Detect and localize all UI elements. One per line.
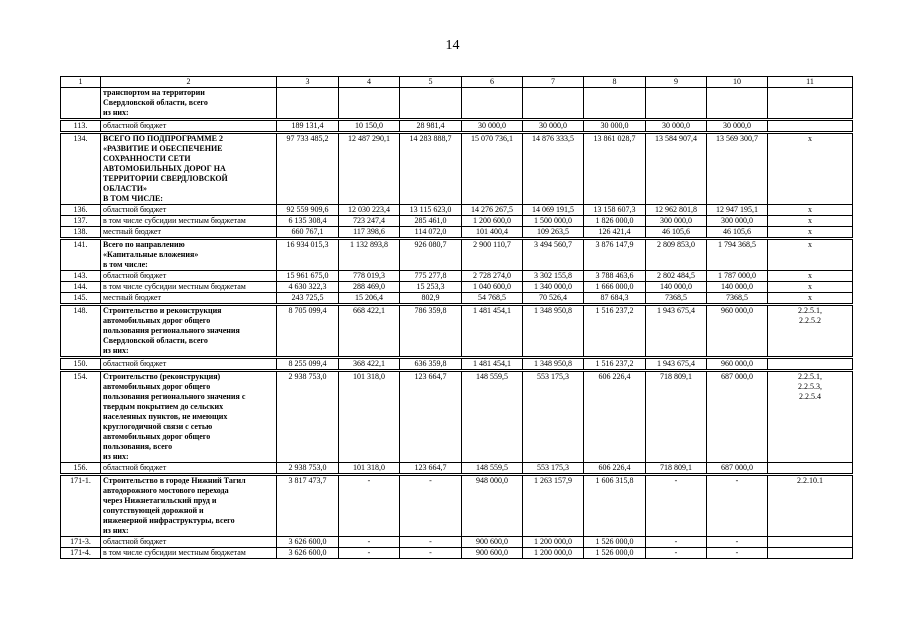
value-cell bbox=[707, 88, 768, 120]
value-cell: 13 158 607,3 bbox=[584, 205, 646, 216]
value-cell: 10 150,0 bbox=[339, 120, 400, 133]
row-label: Всего по направлению «Капитальные вложения» в том числе: bbox=[101, 239, 277, 271]
table-row bbox=[61, 88, 853, 120]
table-row bbox=[61, 463, 853, 475]
value-cell: 117 398,6 bbox=[339, 227, 400, 239]
value-cell: 8 705 099,4 bbox=[277, 305, 339, 358]
value-cell: 368 422,1 bbox=[339, 358, 400, 371]
value-cell: 288 469,0 bbox=[339, 282, 400, 293]
value-cell: 1 787 000,0 bbox=[707, 271, 768, 282]
value-cell: 2 809 853,0 bbox=[646, 239, 707, 271]
table-row bbox=[61, 205, 853, 216]
value-cell: 668 422,1 bbox=[339, 305, 400, 358]
target-cell: x bbox=[768, 133, 853, 205]
value-cell: 300 000,0 bbox=[707, 216, 768, 227]
value-cell: 1 943 675,4 bbox=[646, 305, 707, 358]
value-cell: 28 981,4 bbox=[400, 120, 462, 133]
value-cell: 30 000,0 bbox=[462, 120, 523, 133]
value-cell bbox=[400, 88, 462, 120]
value-cell bbox=[523, 88, 584, 120]
value-cell: 30 000,0 bbox=[584, 120, 646, 133]
target-cell: x bbox=[768, 227, 853, 239]
value-cell: 553 175,3 bbox=[523, 371, 584, 463]
value-cell: 101 318,0 bbox=[339, 463, 400, 475]
row-label: областной бюджет bbox=[101, 205, 277, 216]
target-cell: x bbox=[768, 216, 853, 227]
table-row bbox=[61, 216, 853, 227]
value-cell bbox=[277, 88, 339, 120]
target-cell: 2.2.5.1, 2.2.5.3, 2.2.5.4 bbox=[768, 371, 853, 463]
value-cell: 126 421,4 bbox=[584, 227, 646, 239]
value-cell: 12 962 801,8 bbox=[646, 205, 707, 216]
row-number: 141. bbox=[61, 239, 101, 271]
table-row bbox=[61, 293, 853, 305]
row-label: областной бюджет bbox=[101, 537, 277, 548]
target-cell bbox=[768, 358, 853, 371]
value-cell: 92 559 909,6 bbox=[277, 205, 339, 216]
value-cell: 109 263,5 bbox=[523, 227, 584, 239]
row-label: в том числе субсидии местным бюджетам bbox=[101, 548, 277, 559]
value-cell: 3 626 600,0 bbox=[277, 537, 339, 548]
value-cell: 87 684,3 bbox=[584, 293, 646, 305]
value-cell: 1 516 237,2 bbox=[584, 305, 646, 358]
value-cell: 300 000,0 bbox=[646, 216, 707, 227]
row-number: 171-4. bbox=[61, 548, 101, 559]
target-cell bbox=[768, 120, 853, 133]
value-cell: 101 400,4 bbox=[462, 227, 523, 239]
value-cell: 900 600,0 bbox=[462, 537, 523, 548]
value-cell: 123 664,7 bbox=[400, 463, 462, 475]
value-cell: 1 340 000,0 bbox=[523, 282, 584, 293]
value-cell: 1 826 000,0 bbox=[584, 216, 646, 227]
value-cell: 54 768,5 bbox=[462, 293, 523, 305]
value-cell: 1 666 000,0 bbox=[584, 282, 646, 293]
value-cell: 13 861 028,7 bbox=[584, 133, 646, 205]
row-number: 154. bbox=[61, 371, 101, 463]
value-cell: 2 938 753,0 bbox=[277, 463, 339, 475]
value-cell: 12 030 223,4 bbox=[339, 205, 400, 216]
column-header: 1 bbox=[61, 77, 101, 88]
value-cell: 4 630 322,3 bbox=[277, 282, 339, 293]
row-label: Строительство и реконструкция автомобильных дорог общего пользования регионального значения Свердловской области, всего из них: bbox=[101, 305, 277, 358]
value-cell: 606 226,4 bbox=[584, 371, 646, 463]
row-label: в том числе субсидии местным бюджетам bbox=[101, 216, 277, 227]
table-row bbox=[61, 548, 853, 559]
column-header: 9 bbox=[646, 77, 707, 88]
value-cell: 718 809,1 bbox=[646, 371, 707, 463]
value-cell: 687 000,0 bbox=[707, 371, 768, 463]
value-cell: 1 348 950,8 bbox=[523, 358, 584, 371]
table-row bbox=[61, 239, 853, 271]
row-label: местный бюджет bbox=[101, 293, 277, 305]
value-cell: 2 938 753,0 bbox=[277, 371, 339, 463]
value-cell: 3 788 463,6 bbox=[584, 271, 646, 282]
value-cell: 3 302 155,8 bbox=[523, 271, 584, 282]
row-number bbox=[61, 88, 101, 120]
value-cell: 14 276 267,5 bbox=[462, 205, 523, 216]
value-cell: 13 569 300,7 bbox=[707, 133, 768, 205]
value-cell: 1 481 454,1 bbox=[462, 358, 523, 371]
row-number: 143. bbox=[61, 271, 101, 282]
row-label: областной бюджет bbox=[101, 271, 277, 282]
value-cell: 1 132 893,8 bbox=[339, 239, 400, 271]
table-row bbox=[61, 120, 853, 133]
value-cell: 1 606 315,8 bbox=[584, 475, 646, 537]
value-cell: - bbox=[646, 537, 707, 548]
table-row bbox=[61, 271, 853, 282]
value-cell: 1 348 950,8 bbox=[523, 305, 584, 358]
row-number: 150. bbox=[61, 358, 101, 371]
value-cell: 2 802 484,5 bbox=[646, 271, 707, 282]
row-label: ВСЕГО ПО ПОДПРОГРАММЕ 2 «РАЗВИТИЕ И ОБЕСПЕЧЕНИЕ СОХРАННОСТИ СЕТИ АВТОМОБИЛЬНЫХ ДОРОГ НА ТЕРРИТОРИИ СВЕРДЛОВСКОЙ ОБЛАСТИ» В ТОМ ЧИСЛЕ: bbox=[101, 133, 277, 205]
value-cell: 606 226,4 bbox=[584, 463, 646, 475]
value-cell bbox=[339, 88, 400, 120]
table-row bbox=[61, 371, 853, 463]
value-cell: 900 600,0 bbox=[462, 548, 523, 559]
value-cell: 148 559,5 bbox=[462, 371, 523, 463]
value-cell: 1 526 000,0 bbox=[584, 537, 646, 548]
column-header: 4 bbox=[339, 77, 400, 88]
value-cell: 70 526,4 bbox=[523, 293, 584, 305]
column-header-row bbox=[61, 77, 853, 88]
value-cell: - bbox=[339, 475, 400, 537]
value-cell: 2 900 110,7 bbox=[462, 239, 523, 271]
value-cell: 13 584 907,4 bbox=[646, 133, 707, 205]
value-cell: 285 461,0 bbox=[400, 216, 462, 227]
value-cell: 775 277,8 bbox=[400, 271, 462, 282]
column-header: 3 bbox=[277, 77, 339, 88]
value-cell: 7368,5 bbox=[646, 293, 707, 305]
target-cell: x bbox=[768, 282, 853, 293]
value-cell: 2 728 274,0 bbox=[462, 271, 523, 282]
value-cell: 101 318,0 bbox=[339, 371, 400, 463]
value-cell: 7368,5 bbox=[707, 293, 768, 305]
value-cell: 13 115 623,0 bbox=[400, 205, 462, 216]
value-cell: - bbox=[400, 537, 462, 548]
target-cell bbox=[768, 537, 853, 548]
value-cell: 778 019,3 bbox=[339, 271, 400, 282]
value-cell: - bbox=[339, 537, 400, 548]
value-cell: 140 000,0 bbox=[707, 282, 768, 293]
value-cell: 1 200 600,0 bbox=[462, 216, 523, 227]
target-cell: x bbox=[768, 293, 853, 305]
value-cell: 1 200 000,0 bbox=[523, 537, 584, 548]
value-cell bbox=[646, 88, 707, 120]
row-label: Строительство в городе Нижний Тагил автодорожного мостового перехода через Нижнетагильский пруд и сопутствующей дорожной и инженерной инфраструктуры, всего из них: bbox=[101, 475, 277, 537]
value-cell: 660 767,1 bbox=[277, 227, 339, 239]
value-cell: 15 206,4 bbox=[339, 293, 400, 305]
table-row bbox=[61, 282, 853, 293]
row-number: 171-3. bbox=[61, 537, 101, 548]
table-row bbox=[61, 537, 853, 548]
value-cell: 3 876 147,9 bbox=[584, 239, 646, 271]
value-cell: 1 263 157,9 bbox=[523, 475, 584, 537]
value-cell: 786 359,8 bbox=[400, 305, 462, 358]
row-label: областной бюджет bbox=[101, 463, 277, 475]
row-number: 144. bbox=[61, 282, 101, 293]
value-cell: 960 000,0 bbox=[707, 358, 768, 371]
value-cell: 8 255 099,4 bbox=[277, 358, 339, 371]
value-cell: 802,9 bbox=[400, 293, 462, 305]
value-cell: 15 253,3 bbox=[400, 282, 462, 293]
table-row bbox=[61, 475, 853, 537]
column-header: 7 bbox=[523, 77, 584, 88]
value-cell: 1 500 000,0 bbox=[523, 216, 584, 227]
value-cell: 948 000,0 bbox=[462, 475, 523, 537]
target-cell: 2.2.10.1 bbox=[768, 475, 853, 537]
row-label: Строительство (реконструкция) автомобильных дорог общего пользования регионального значения с твердым покрытием до сельских населенных пунктов, не имеющих круглогодичной связи с сетью автомобильных дорог общего пользования, всего из них: bbox=[101, 371, 277, 463]
value-cell: 723 247,4 bbox=[339, 216, 400, 227]
row-number: 138. bbox=[61, 227, 101, 239]
value-cell: 15 070 736,1 bbox=[462, 133, 523, 205]
value-cell: 30 000,0 bbox=[707, 120, 768, 133]
table-row bbox=[61, 358, 853, 371]
value-cell: - bbox=[707, 548, 768, 559]
value-cell: - bbox=[400, 475, 462, 537]
column-header: 10 bbox=[707, 77, 768, 88]
value-cell: 1 200 000,0 bbox=[523, 548, 584, 559]
value-cell: 553 175,3 bbox=[523, 463, 584, 475]
value-cell: 3 626 600,0 bbox=[277, 548, 339, 559]
value-cell: 6 135 308,4 bbox=[277, 216, 339, 227]
target-cell: 2.2.5.1, 2.2.5.2 bbox=[768, 305, 853, 358]
value-cell: - bbox=[646, 475, 707, 537]
row-number: 134. bbox=[61, 133, 101, 205]
row-label: областной бюджет bbox=[101, 358, 277, 371]
row-number: 156. bbox=[61, 463, 101, 475]
page-number: 14 bbox=[445, 38, 460, 53]
value-cell bbox=[462, 88, 523, 120]
value-cell: 30 000,0 bbox=[646, 120, 707, 133]
value-cell: 14 876 333,5 bbox=[523, 133, 584, 205]
value-cell: 15 961 675,0 bbox=[277, 271, 339, 282]
value-cell: - bbox=[646, 548, 707, 559]
value-cell: 1 481 454,1 bbox=[462, 305, 523, 358]
row-number: 136. bbox=[61, 205, 101, 216]
row-number: 137. bbox=[61, 216, 101, 227]
row-label: транспортом на территории Свердловской области, всего из них: bbox=[101, 88, 277, 120]
value-cell: 123 664,7 bbox=[400, 371, 462, 463]
value-cell: 12 487 290,1 bbox=[339, 133, 400, 205]
value-cell: 1 794 368,5 bbox=[707, 239, 768, 271]
row-number: 171-1. bbox=[61, 475, 101, 537]
row-number: 148. bbox=[61, 305, 101, 358]
value-cell bbox=[584, 88, 646, 120]
target-cell bbox=[768, 88, 853, 120]
row-label: местный бюджет bbox=[101, 227, 277, 239]
row-number: 145. bbox=[61, 293, 101, 305]
value-cell: 14 283 888,7 bbox=[400, 133, 462, 205]
table-row bbox=[61, 305, 853, 358]
row-number: 113. bbox=[61, 120, 101, 133]
value-cell: 14 069 191,5 bbox=[523, 205, 584, 216]
value-cell: 926 080,7 bbox=[400, 239, 462, 271]
value-cell: 46 105,6 bbox=[707, 227, 768, 239]
value-cell: 718 809,1 bbox=[646, 463, 707, 475]
row-label: в том числе субсидии местным бюджетам bbox=[101, 282, 277, 293]
budget-table bbox=[60, 76, 853, 559]
value-cell: 97 733 485,2 bbox=[277, 133, 339, 205]
value-cell: - bbox=[339, 548, 400, 559]
table-body bbox=[61, 77, 853, 559]
value-cell: 1 526 000,0 bbox=[584, 548, 646, 559]
table-row bbox=[61, 227, 853, 239]
value-cell: 687 000,0 bbox=[707, 463, 768, 475]
column-header: 8 bbox=[584, 77, 646, 88]
value-cell: 1 040 600,0 bbox=[462, 282, 523, 293]
target-cell: x bbox=[768, 205, 853, 216]
target-cell bbox=[768, 463, 853, 475]
value-cell: 243 725,5 bbox=[277, 293, 339, 305]
value-cell: - bbox=[707, 475, 768, 537]
value-cell: 46 105,6 bbox=[646, 227, 707, 239]
value-cell: 1 943 675,4 bbox=[646, 358, 707, 371]
value-cell: 140 000,0 bbox=[646, 282, 707, 293]
column-header: 6 bbox=[462, 77, 523, 88]
value-cell: 3 817 473,7 bbox=[277, 475, 339, 537]
value-cell: - bbox=[707, 537, 768, 548]
table-row bbox=[61, 133, 853, 205]
value-cell: 636 359,8 bbox=[400, 358, 462, 371]
value-cell: 1 516 237,2 bbox=[584, 358, 646, 371]
column-header: 5 bbox=[400, 77, 462, 88]
column-header: 11 bbox=[768, 77, 853, 88]
value-cell: 960 000,0 bbox=[707, 305, 768, 358]
column-header: 2 bbox=[101, 77, 277, 88]
value-cell: 16 934 015,3 bbox=[277, 239, 339, 271]
value-cell: 189 131,4 bbox=[277, 120, 339, 133]
target-cell bbox=[768, 548, 853, 559]
target-cell: x bbox=[768, 271, 853, 282]
row-label: областной бюджет bbox=[101, 120, 277, 133]
value-cell: - bbox=[400, 548, 462, 559]
value-cell: 12 947 195,1 bbox=[707, 205, 768, 216]
value-cell: 3 494 560,7 bbox=[523, 239, 584, 271]
target-cell: x bbox=[768, 239, 853, 271]
value-cell: 148 559,5 bbox=[462, 463, 523, 475]
value-cell: 30 000,0 bbox=[523, 120, 584, 133]
value-cell: 114 072,0 bbox=[400, 227, 462, 239]
